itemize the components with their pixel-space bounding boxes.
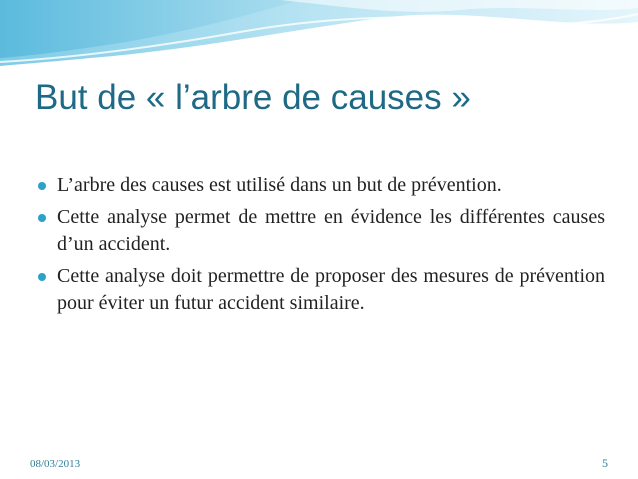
bullet-item xyxy=(38,172,605,199)
bullet-list xyxy=(38,172,605,322)
bullet-item xyxy=(38,204,605,258)
bullet-text: Cette analyse permet de mettre en évidence les différentes causes d’un accident. xyxy=(57,206,605,255)
footer-page-number: 5 xyxy=(602,456,608,470)
bullet-text: Cette analyse doit permettre de proposer des mesures de prévention pour éviter un futur accident similaire. xyxy=(57,265,605,314)
bullet-dot-icon xyxy=(38,182,46,190)
slide-title: But de « l’arbre de causes » xyxy=(35,78,471,117)
bullet-dot-icon xyxy=(38,273,46,281)
bullet-item xyxy=(38,263,605,317)
footer-date: 08/03/2013 xyxy=(30,458,81,470)
bullet-dot-icon xyxy=(38,214,46,222)
header-wave-decoration xyxy=(0,0,638,80)
bullet-text: L’arbre des causes est utilisé dans un but de prévention. xyxy=(57,174,502,196)
